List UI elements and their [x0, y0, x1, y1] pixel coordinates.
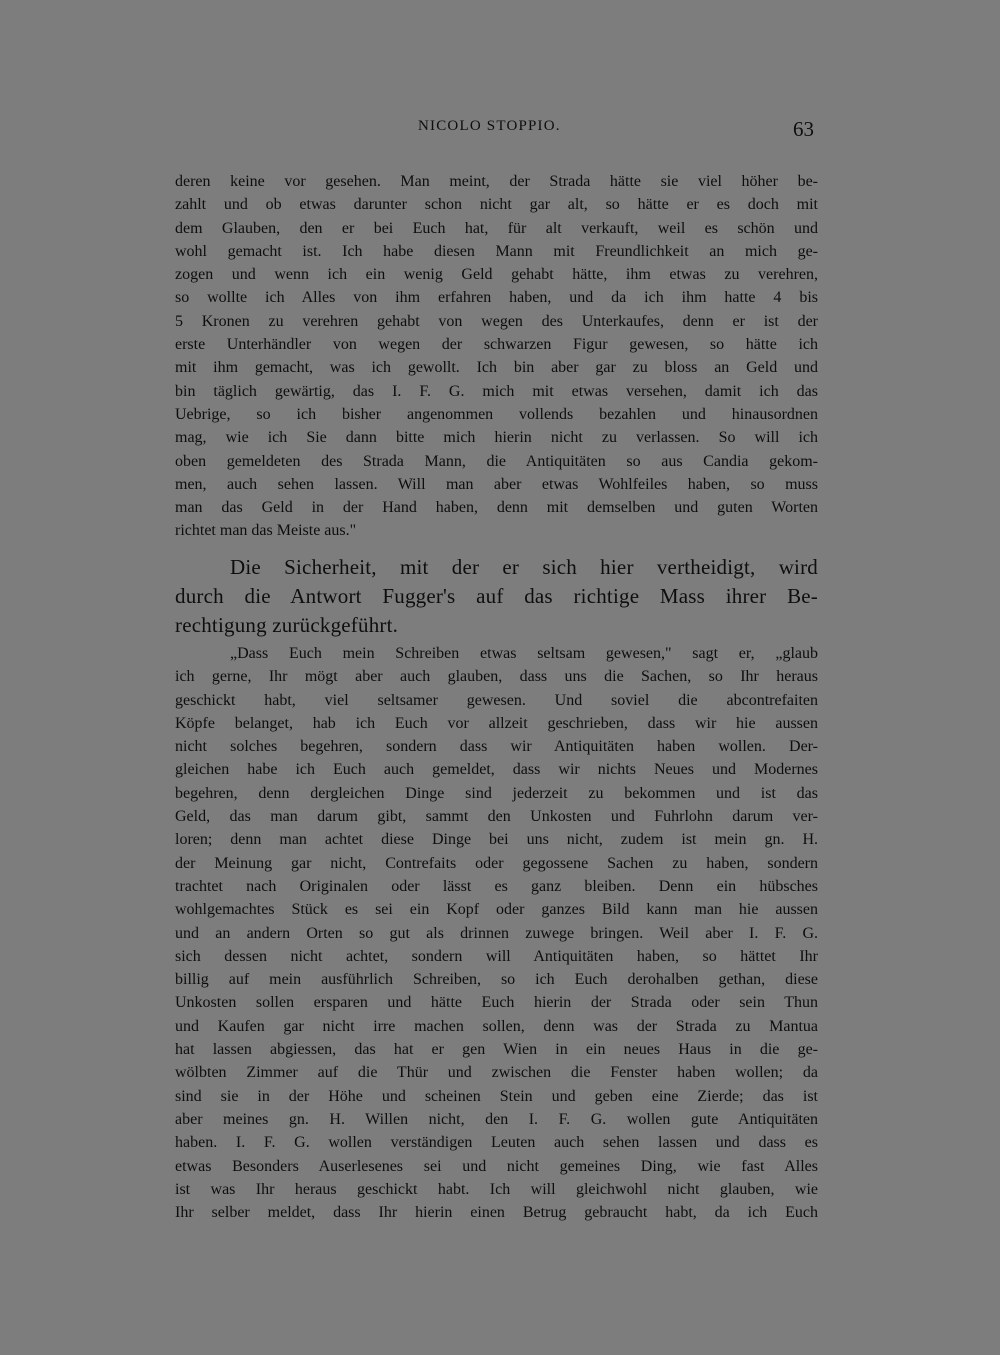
- text-line: Unkosten sollen ersparen und hätte Euch hierin der Strada oder sein Thun: [175, 994, 818, 1012]
- text-line: oben gemeldeten des Strada Mann, die Antiquitäten so aus Candia gekom-: [175, 452, 818, 470]
- text-line: Die Sicherheit, mit der er sich hier vertheidigt, wird: [230, 555, 818, 579]
- text-line: erste Unterhändler von wegen der schwarzen Figur gewesen, so hätte ich: [175, 336, 818, 354]
- text-line: durch die Antwort Fugger's auf das richtige Mass ihrer Be-: [175, 584, 818, 608]
- text-line: rechtigung zurückgeführt.: [175, 613, 399, 637]
- text-line: loren; denn man achtet diese Dinge bei uns nicht, zudem ist mein gn. H.: [175, 831, 818, 849]
- text-line: geschickt habt, viel seltsamer gewesen. Und soviel die abcontrefaiten: [175, 691, 818, 709]
- text-line: zogen und wenn ich ein wenig Geld gehabt hätte, ihm etwas zu verehren,: [175, 266, 818, 284]
- text-line: sind sie in der Höhe und scheinen Stein und geben eine Zierde; das ist: [175, 1087, 818, 1105]
- text-line: hat lassen abgiessen, das hat er gen Wien in ein neues Haus in die ge-: [175, 1041, 818, 1059]
- text-line: billig auf mein ausführlich Schreiben, so ich Euch derohalben gethan, diese: [175, 971, 818, 989]
- text-line: wölbten Zimmer auf die Thür und zwischen die Fenster haben wollen; da: [175, 1064, 818, 1082]
- text-line: etwas Besonders Auserlesenes sei und nicht gemeines Ding, wie fast Alles: [175, 1157, 818, 1175]
- text-line: mag, wie ich Sie dann bitte mich hierin nicht zu verlassen. So will ich: [175, 429, 818, 447]
- text-line: dem Glauben, den er bei Euch hat, für alt verkauft, weil es schön und: [175, 219, 818, 237]
- text-line: bin täglich gewärtig, das I. F. G. mich mit etwas versehen, damit ich das: [175, 382, 818, 400]
- text-line: nicht solches begehren, sondern dass wir Antiquitäten haben wollen. Der-: [175, 738, 818, 756]
- text-line: der Meinung gar nicht, Contrefaits oder gegossene Sachen zu haben, sondern: [175, 854, 818, 872]
- running-title: NICOLO STOPPIO.: [418, 118, 561, 134]
- text-line: Köpfe belanget, hab ich Euch vor allzeit geschrieben, dass wir hie aussen: [175, 714, 818, 732]
- text-line: und an andern Orten so gut als drinnen zuwege bringen. Weil aber I. F. G.: [175, 924, 818, 942]
- text-line: sich dessen nicht achtet, sondern will Antiquitäten haben, so hättet Ihr: [175, 947, 818, 965]
- text-line: mit ihm gemacht, was ich gewollt. Ich bin aber gar zu bloss an Geld und: [175, 359, 818, 377]
- text-line: aber meines gn. H. Willen nicht, den I. F. G. wollen gute Antiquitäten: [175, 1110, 818, 1128]
- text-line: „Dass Euch mein Schreiben etwas seltsam gewesen," sagt er, „glaub: [230, 645, 818, 662]
- text-line: 5 Kronen zu verehren gehabt von wegen des Unterkaufes, denn er ist der: [175, 312, 818, 330]
- text-line: ist was Ihr heraus geschickt habt. Ich will gleichwohl nicht glauben, wie: [175, 1180, 818, 1198]
- quote-continued-paragraph: [175, 170, 818, 543]
- text-line: begehren, denn dergleichen Dinge sind jederzeit zu bekommen und ist das: [175, 784, 818, 802]
- quote-reply-paragraph: [175, 642, 818, 1224]
- text-line: wohl gemacht ist. Ich habe diesen Mann mit Freundlichkeit an mich ge-: [175, 242, 818, 260]
- text-line: trachtet nach Originalen oder lässt es ganz bleiben. Denn ein hübsches: [175, 877, 818, 895]
- text-line: Ihr selber meldet, dass Ihr hierin einen Betrug gebraucht habt, da ich Euch: [175, 1204, 818, 1222]
- text-line: gleichen habe ich Euch auch gemeldet, dass wir nichts Neues und Modernes: [175, 761, 818, 779]
- text-line: zahlt und ob etwas darunter schon nicht gar alt, so hätte er es doch mit: [175, 196, 818, 214]
- text-line: ich gerne, Ihr mögt aber auch glauben, dass uns die Sachen, so Ihr heraus: [175, 668, 818, 686]
- text-line: und Kaufen gar nicht irre machen sollen, denn was der Strada zu Mantua: [175, 1017, 818, 1035]
- page-number: 63: [793, 117, 814, 141]
- text-line: man das Geld in der Hand haben, denn mit demselben und guten Worten: [175, 499, 818, 517]
- text-line: Uebrige, so ich bisher angenommen vollends bezahlen und hinausordnen: [175, 405, 818, 423]
- text-line: wohlgemachtes Stück es sei ein Kopf oder ganzes Bild kann man hie aussen: [175, 901, 818, 919]
- text-line: deren keine vor gesehen. Man meint, der Strada hätte sie viel höher be-: [175, 173, 818, 190]
- text-line: so wollte ich Alles von ihm erfahren haben, und da ich ihm hatte 4 bis: [175, 289, 818, 307]
- text-line: haben. I. F. G. wollen verständigen Leuten auch sehen lassen und dass es: [175, 1134, 818, 1152]
- text-line: richtet man das Meiste aus.": [175, 522, 357, 540]
- narrative-paragraph: [175, 553, 818, 640]
- text-line: men, auch sehen lassen. Will man aber etwas Wohlfeiles haben, so muss: [175, 475, 818, 493]
- text-line: Geld, das man darum gibt, sammt den Unkosten und Fuhrlohn darum ver-: [175, 808, 818, 826]
